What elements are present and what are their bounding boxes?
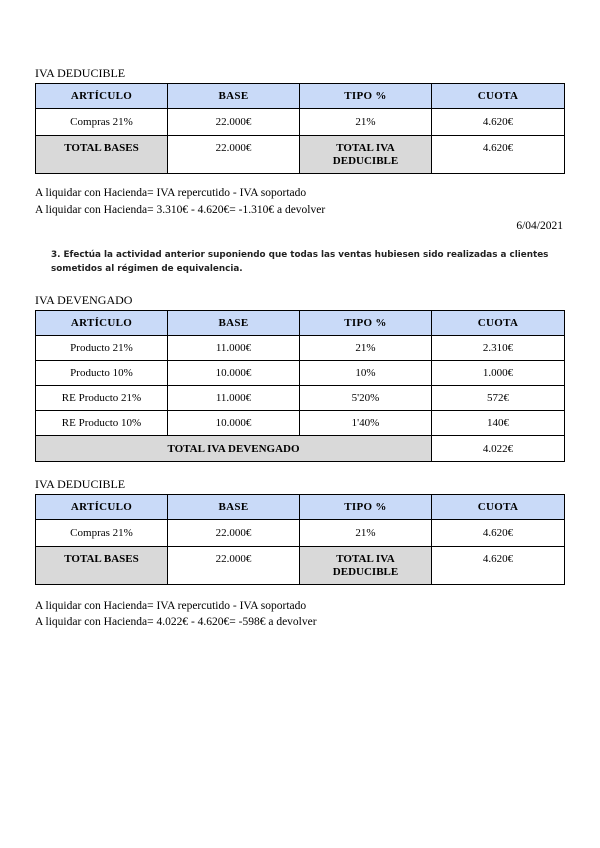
total-iva-devengado-label: TOTAL IVA DEVENGADO: [36, 436, 432, 462]
cell-articulo: RE Producto 10%: [36, 411, 168, 436]
cell-base: 22.000€: [168, 109, 300, 136]
cell-tipo: 10%: [300, 361, 432, 386]
total-base-value: 22.000€: [168, 136, 300, 174]
cell-base: 11.000€: [168, 336, 300, 361]
cell-articulo: RE Producto 21%: [36, 386, 168, 411]
calc-formula-line: A liquidar con Hacienda= IVA repercutido - IVA soportado: [35, 600, 307, 612]
cell-tipo: 21%: [300, 336, 432, 361]
header-tipo: TIPO %: [300, 311, 432, 336]
header-articulo: ARTÍCULO: [36, 311, 168, 336]
calc-formula-line: A liquidar con Hacienda= IVA repercutido - IVA soportado: [35, 187, 307, 199]
section-title-iva-devengado: IVA DEVENGADO: [35, 293, 133, 307]
calc-result-line: A liquidar con Hacienda= 3.310€ - 4.620€= -1.310€ a devolver: [35, 204, 326, 216]
calc-result-line: A liquidar con Hacienda= 4.022€ - 4.620€= -598€ a devolver: [35, 616, 317, 628]
cell-cuota: 1.000€: [432, 361, 565, 386]
header-tipo: TIPO %: [300, 84, 432, 109]
cell-articulo: Compras 21%: [36, 520, 168, 547]
header-articulo: ARTÍCULO: [36, 84, 168, 109]
section-title-iva-deducible-2: IVA DEDUCIBLE: [35, 477, 126, 491]
header-base: BASE: [168, 84, 300, 109]
cell-tipo: 21%: [300, 520, 432, 547]
cell-cuota: 4.620€: [432, 520, 565, 547]
date-label: 6/04/2021: [516, 220, 563, 232]
table-row: [36, 520, 565, 547]
header-base: BASE: [168, 495, 300, 520]
header-cuota: CUOTA: [432, 84, 565, 109]
iva-deducible-table-2: [35, 494, 565, 585]
cell-tipo: 1'40%: [300, 411, 432, 436]
header-tipo: TIPO %: [300, 495, 432, 520]
cell-tipo: 5'20%: [300, 386, 432, 411]
table-row: [36, 361, 565, 386]
table-row: [36, 386, 565, 411]
table-header-row: [36, 495, 565, 520]
total-cuota-value: 4.620€: [432, 547, 565, 585]
exercise-statement: 3. Efectúa la actividad anterior suponiendo que todas las ventas hubiesen sido realizadas a clientes sometidos al régimen de equivalencia.: [51, 250, 549, 274]
total-iva-label: TOTAL IVA DEDUCIBLE: [300, 136, 432, 174]
cell-base: 10.000€: [168, 411, 300, 436]
total-bases-label: TOTAL BASES: [36, 136, 168, 174]
total-cuota-value: 4.620€: [432, 136, 565, 174]
table-header-row: [36, 84, 565, 109]
header-articulo: ARTÍCULO: [36, 495, 168, 520]
cell-articulo: Producto 10%: [36, 361, 168, 386]
cell-base: 22.000€: [168, 520, 300, 547]
table-row: [36, 109, 565, 136]
cell-cuota: 2.310€: [432, 336, 565, 361]
section-title-iva-deducible-1: IVA DEDUCIBLE: [35, 66, 126, 80]
total-base-value: 22.000€: [168, 547, 300, 585]
total-bases-label: TOTAL BASES: [36, 547, 168, 585]
iva-deducible-table-1: [35, 83, 565, 174]
table-row: [36, 336, 565, 361]
table-header-row: [36, 311, 565, 336]
total-cuota-value: 4.022€: [432, 436, 565, 462]
iva-devengado-table: [35, 310, 565, 462]
cell-cuota: 4.620€: [432, 109, 565, 136]
cell-cuota: 572€: [432, 386, 565, 411]
total-row: [36, 547, 565, 585]
total-row: [36, 136, 565, 174]
total-row: [36, 436, 565, 462]
header-cuota: CUOTA: [432, 311, 565, 336]
cell-tipo: 21%: [300, 109, 432, 136]
header-base: BASE: [168, 311, 300, 336]
total-iva-label: TOTAL IVA DEDUCIBLE: [300, 547, 432, 585]
header-cuota: CUOTA: [432, 495, 565, 520]
table-row: [36, 411, 565, 436]
cell-articulo: Compras 21%: [36, 109, 168, 136]
cell-articulo: Producto 21%: [36, 336, 168, 361]
cell-base: 11.000€: [168, 386, 300, 411]
cell-base: 10.000€: [168, 361, 300, 386]
cell-cuota: 140€: [432, 411, 565, 436]
